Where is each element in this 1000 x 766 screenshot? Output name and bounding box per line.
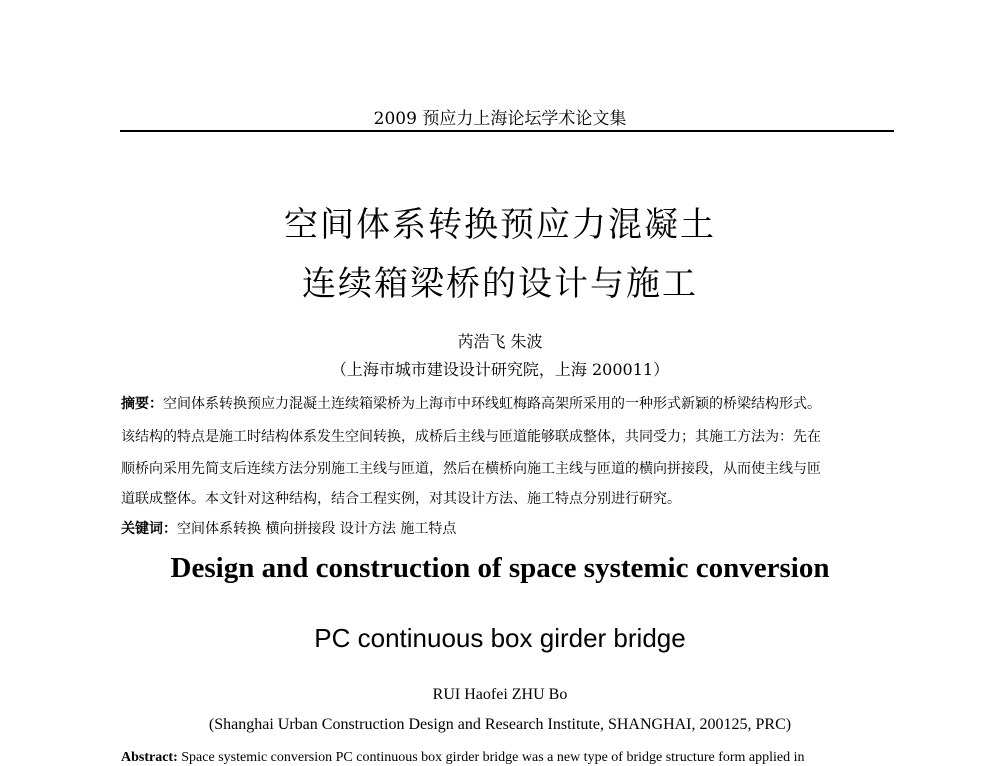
title-zh-line1: 空间体系转换预应力混凝土 [284,205,716,245]
title-en-line1: Design and construction of space systemic conversion [170,552,830,584]
abstract-zh-text: 空间体系转换预应力混凝土连续箱梁桥为上海市中环线虹梅路高架所采用的一种形式新颖的桥梁结构形式。 [163,396,821,412]
affiliation-zh: （上海市城市建设设计研究院，上海 200011） [330,360,670,379]
abstract-zh-label: 摘要： [121,396,163,412]
authors-zh: 芮浩飞 朱波 [457,332,543,351]
keywords-zh [121,518,893,538]
running-header: 2009 预应力上海论坛学术论文集 [373,109,627,129]
keywords-zh-text: 空间体系转换 横向拼接段 设计方法 施工特点 [177,521,457,537]
title-zh-line2: 连续箱梁桥的设计与施工 [302,264,698,304]
authors-en: RUI Haofei ZHU Bo [432,686,568,703]
affiliation-en: (Shanghai Urban Construction Design and Research Institute, SHANGHAI, 200125, PRC) [208,716,792,733]
abstract-zh-line: 道联成整体。本文针对这种结构，结合工程实例，对其设计方法、施工特点分别进行研究。 [121,491,681,507]
abstract-en [121,750,893,766]
title-en-line2: PC continuous box girder bridge [314,623,686,653]
abstract-en-text: Space systemic conversion PC continuous box girder bridge was a new type of bridge structure form applied in [181,750,805,765]
abstract-zh-line [121,393,893,413]
abstract-zh-line: 顺桥向采用先简支后连续方法分别施工主线与匝道，然后在横桥向施工主线与匝道的横向拼接段，从而使主线与匝 [121,461,821,477]
keywords-zh-label: 关键词： [121,521,177,537]
header-rule [120,130,894,132]
abstract-en-label: Abstract: [121,750,178,765]
abstract-zh-line: 该结构的特点是施工时结构体系发生空间转换，成桥后主线与匝道能够联成整体，共同受力；其施工方法为：先在 [121,429,821,445]
